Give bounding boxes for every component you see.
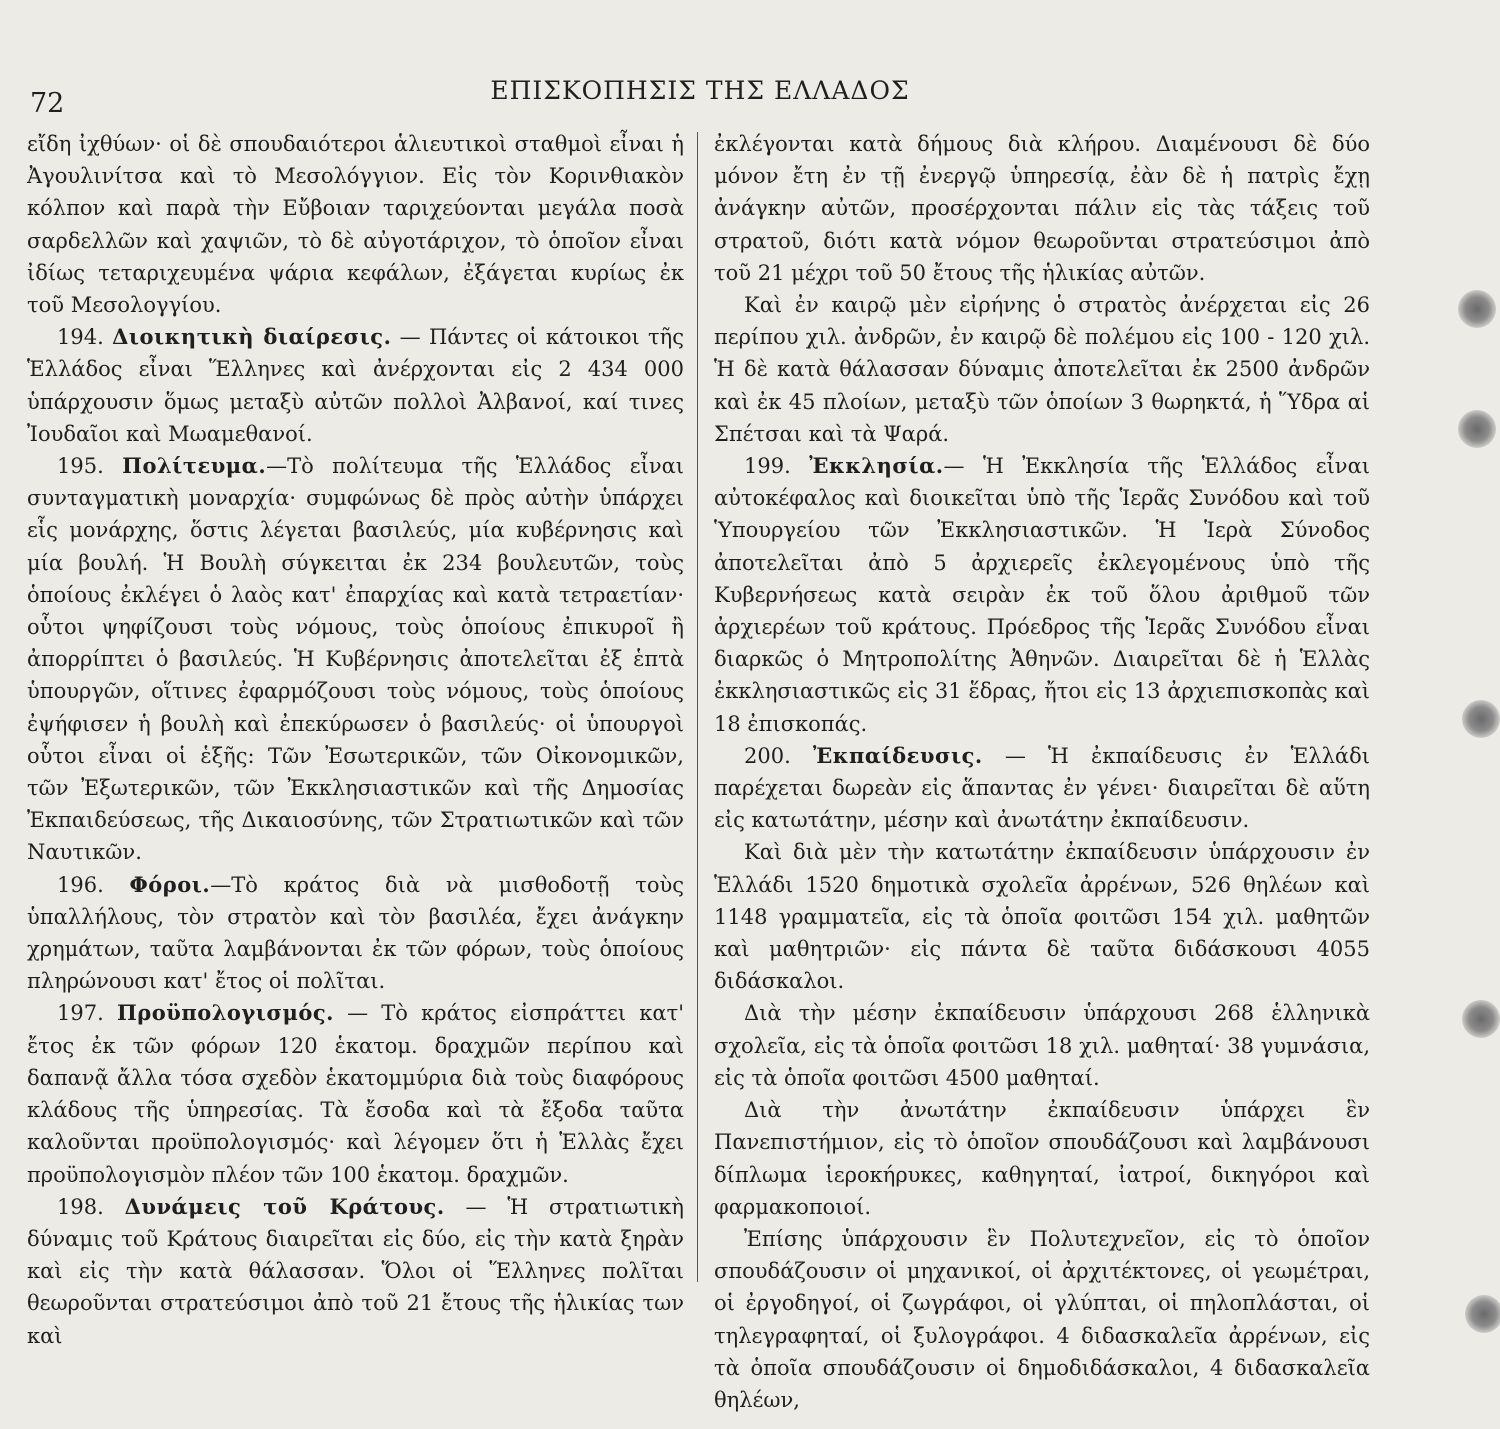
section-number: 196. — [57, 872, 104, 897]
section-number: 197. — [57, 1001, 104, 1026]
section-heading: Φόροι. — [129, 871, 211, 897]
section-number: 198. — [57, 1194, 104, 1219]
binding-hole — [1462, 1000, 1500, 1038]
section-text: — Ἡ στρατιωτικὴ δύναμις τοῦ Κράτους διαιρεῖται εἰς δύο, εἰς τὴν κατὰ ξηρὰν καὶ εἰς τὴν κατὰ θάλασσαν. Ὅλοι οἱ Ἕλληνες πολῖται θεωροῦνται στρατεύσιμοι ἀπὸ τοῦ 21 ἔτους τῆς ἡλικίας των καὶ — [27, 1194, 685, 1348]
paragraph-higher-education: Διὰ τὴν ἀνωτάτην ἐκπαίδευσιν ὑπάρχει ἓν Πανεπιστήμιον, εἰς τὸ ὁποῖον σπουδάζουσι καὶ λαμβάνουσι δίπλωμα ἱεροκήρυκες, καθηγηταί, ἰατροί, δικηγόροι καὶ φαρμακοποιοί. — [714, 1098, 1370, 1219]
paragraph-intro: εἴδη ἰχθύων· οἱ δὲ σπουδαιότεροι ἁλιευτικοὶ σταθμοὶ εἶναι ἡ Ἀγουλινίτσα καὶ τὸ Μεσολόγγιον. Εἰς τὸν Κορινθιακὸν κόλπον καὶ παρὰ τὴν Εὔβοιαν ταριχεύονται μεγάλα ποσὰ σαρδελλῶν καὶ χαψιῶν, τὸ δὲ αὐγοτάριχον, τὸ ὁποῖον εἶναι ἰδίως τεταριχευμένα ψάρια κεφάλων, ἐξάγεται κυρίως ἐκ τοῦ Μεσολογγίου. — [27, 132, 684, 318]
section-number: 199. — [744, 454, 791, 479]
section-198 — [27, 1191, 684, 1352]
section-text: —Τὸ πολίτευμα τῆς Ἑλλάδος εἶναι συνταγματικὴ μοναρχία· συμφώνως δὲ πρὸς αὐτὴν ὑπάρχει εἷς μονάρχης, ὅστις λέγεται βασιλεύς, μία κυβέρνησις καὶ μία βουλή. Ἡ Βουλὴ σύγκειται ἐκ 234 βουλευτῶν, τοὺς ὁποίους ἐκλέγει ὁ λαὸς κατ' ἐπαρχίας καὶ κατὰ τετραετίαν· οὗτοι ψηφίζουσι τοὺς νόμους, τοὺς ὁποίους ἐπικυροῖ ἢ ἀπορρίπτει ὁ βασιλεύς. Ἡ Κυβέρνησις ἀποτελεῖται ἐξ ἑπτὰ ὑπουργῶν, οἵτινες ἐφαρμόζουσι τοὺς νόμους, τοὺς ὁποίους ἐψήφισεν ἡ βουλὴ καὶ ἐπεκύρωσεν ὁ βασιλεύς· οἱ ὑπουργοὶ οὗτοι εἶναι οἱ ἑξῆς: Τῶν Ἐσωτερικῶν, τῶν Οἰκονομικῶν, τῶν Ἐξωτερικῶν, τῶν Ἐκκλησιαστικῶν καὶ τῆς Δημοσίας Ἐκπαιδεύσεως, τῆς Δικαιοσύνης, τῶν Στρατιωτικῶν καὶ τῶν Ναυτικῶν. — [27, 454, 684, 865]
paragraph-secondary-education: Διὰ τὴν μέσην ἐκπαίδευσιν ὑπάρχουσι 268 ἑλληνικὰ σχολεῖα, εἰς τὰ ὁποῖα φοιτῶσι 18 χιλ. μαθηταί· 38 γυμνάσια, εἰς τὰ ὁποῖα φοιτῶσι 4500 μαθηταί. — [714, 1001, 1370, 1090]
paragraph-continuation: ἐκλέγονται κατὰ δήμους διὰ κλήρου. Διαμένουσι δὲ δύο μόνον ἔτη ἐν τῇ ἐνεργῷ ὑπηρεσίᾳ, ἐὰν δὲ ἡ πατρὶς ἔχῃ ἀνάγκην αὐτῶν, προσέρχονται πάλιν εἰς τὰς τάξεις τοῦ στρατοῦ, διότι κατὰ νόμον θεωροῦνται στρατεύσιμοι ἀπὸ τοῦ 21 μέχρι τοῦ 50 ἔτους τῆς ἡλικίας αὐτῶν. — [714, 132, 1370, 285]
left-column — [27, 128, 684, 1352]
section-195 — [27, 450, 684, 869]
section-200 — [714, 740, 1370, 837]
running-title: ΕΠΙΣΚΟΠΗΣΙΣ ΤΗΣ ΕΛΛΑΔΟΣ — [490, 76, 910, 105]
section-number: 200. — [744, 743, 791, 768]
binding-hole — [1465, 1295, 1500, 1333]
right-column — [714, 128, 1370, 1416]
section-text: — Πάντες οἱ κάτοικοι τῆς Ἑλλάδος εἶναι Ἕλληνες καὶ ἀνέρχονται εἰς 2 434 000 ὑπάρχουσιν ὅμως μεταξὺ αὐτῶν πολλοὶ Ἀλβανοί, καί τινες Ἰουδαῖοι καὶ Μωαμεθανοί. — [27, 325, 684, 446]
section-heading: Πολίτευμα. — [122, 453, 267, 479]
column-divider — [697, 132, 698, 1282]
section-number: 195. — [57, 454, 104, 479]
binding-hole — [1462, 700, 1500, 738]
binding-hole — [1458, 410, 1496, 448]
paragraph-army-navy: Καὶ ἐν καιρῷ μὲν εἰρήνης ὁ στρατὸς ἀνέρχεται εἰς 26 περίπου χιλ. ἀνδρῶν, ἐν καιρῷ δὲ πολέμου εἰς 100 - 120 χιλ. Ἡ δὲ κατὰ θάλασσαν δύναμις ἀποτελεῖται ἐκ 2500 ἀνδρῶν καὶ ἐκ 45 πλοίων, μεταξὺ τῶν ὁποίων 3 θωρηκτά, ἡ Ὕδρα αἱ Σπέτσαι καὶ τὰ Ψαρά. — [714, 293, 1370, 446]
section-196 — [27, 869, 684, 998]
section-heading: Προϋπολογισμός. — [116, 1000, 334, 1026]
section-heading: Δυνάμεις τοῦ Κράτους. — [124, 1193, 445, 1219]
section-number: 194. — [57, 325, 104, 350]
binding-hole — [1458, 290, 1496, 328]
section-heading: Ἐκκλησία. — [809, 453, 944, 479]
section-heading: Διοικητικὴ διαίρεσις. — [112, 324, 392, 350]
section-text: — Ἡ ἐκπαίδευσις ἐν Ἑλλάδι παρέχεται δωρεὰν εἰς ἅπαντας ἐν γένει· διαιρεῖται δὲ αὕτη εἰς κατωτάτην, μέσην καὶ ἀνωτάτην ἐκπαίδευσιν. — [714, 743, 1370, 833]
page-number: 72 — [30, 88, 65, 119]
section-197 — [27, 997, 684, 1190]
paragraph-primary-education: Καὶ διὰ μὲν τὴν κατωτάτην ἐκπαίδευσιν ὑπάρχουσιν ἐν Ἑλλάδι 1520 δημοτικὰ σχολεῖα ἀρρένων, 526 θηλέων καὶ 1148 γραμματεῖα, εἰς τὰ ὁποῖα φοιτῶσι 154 χιλ. μαθητῶν καὶ μαθητριῶν· εἰς πάντα δὲ ταῦτα διδάσκουσι 4055 διδάσκαλοι. — [714, 840, 1370, 994]
section-194 — [27, 321, 684, 450]
section-text: — Ἡ Ἐκκλησία τῆς Ἑλλάδος εἶναι αὐτοκέφαλος καὶ διοικεῖται ὑπὸ τῆς Ἱερᾶς Συνόδου καὶ τοῦ Ὑπουργείου τῶν Ἐκκλησιαστικῶν. Ἡ Ἱερὰ Σύνοδος ἀποτελεῖται ἀπὸ 5 ἀρχιερεῖς ἐκλεγομένους ὑπὸ τῆς Κυβερνήσεως κατὰ σειρὰν ἐκ τοῦ ὅλου ἀριθμοῦ τῶν ἀρχιερέων τοῦ κράτους. Πρόεδρος τῆς Ἱερᾶς Συνόδου εἶναι διαρκῶς ὁ Μητροπολίτης Ἀθηνῶν. Διαιρεῖται δὲ ἡ Ἑλλὰς ἐκκλησιαστικῶς εἰς 31 ἕδρας, ἤτοι εἰς 13 ἀρχιεπισκοπὰς καὶ 18 ἐπισκοπάς. — [714, 454, 1370, 736]
section-text: — Τὸ κράτος εἰσπράττει κατ' ἔτος ἐκ τῶν φόρων 120 ἑκατομ. δραχμῶν περίπου καὶ δαπανᾷ ἄλλα τόσα σχεδὸν ἑκατομμύρια διὰ τοὺς διαφόρους κλάδους τῆς ὑπηρεσίας. Τὰ ἔσοδα καὶ τὰ ἔξοδα ταῦτα καλοῦνται προϋπολογισμός· καὶ λέγομεν ὅτι ἡ Ἑλλὰς ἔχει προϋπολογισμὸν πλέον τῶν 100 ἑκατομ. δραχμῶν. — [27, 1001, 684, 1187]
section-text: —Τὸ κράτος διὰ νὰ μισθοδοτῇ τοὺς ὑπαλλήλους, τὸν στρατὸν καὶ τὸν βασιλέα, ἔχει ἀνάγκην χρημάτων, ταῦτα λαμβάνονται ἐκ τῶν φόρων, τοὺς ὁποίους πληρώνουσι κατ' ἔτος οἱ πολῖται. — [27, 872, 684, 994]
section-199 — [714, 450, 1370, 740]
section-heading: Ἐκπαίδευσις. — [812, 742, 983, 768]
paragraph-polytechnic: Ἐπίσης ὑπάρχουσιν ἓν Πολυτεχνεῖον, εἰς τὸ ὁποῖον σπουδάζουσιν οἱ μηχανικοί, οἱ ἀρχιτέκτονες, οἱ γεωμέτραι, οἱ ἐργοδηγοί, οἱ ζωγράφοι, οἱ γλύπται, οἱ πηλοπλάσται, οἱ τηλεγραφηταί, οἱ ξυλογράφοι. 4 διδασκαλεῖα ἀρρένων, εἰς τὰ ὁποῖα σπουδάζουσιν οἱ δημοδιδάσκαλοι, 4 διδασκαλεῖα θηλέων, — [714, 1226, 1370, 1412]
